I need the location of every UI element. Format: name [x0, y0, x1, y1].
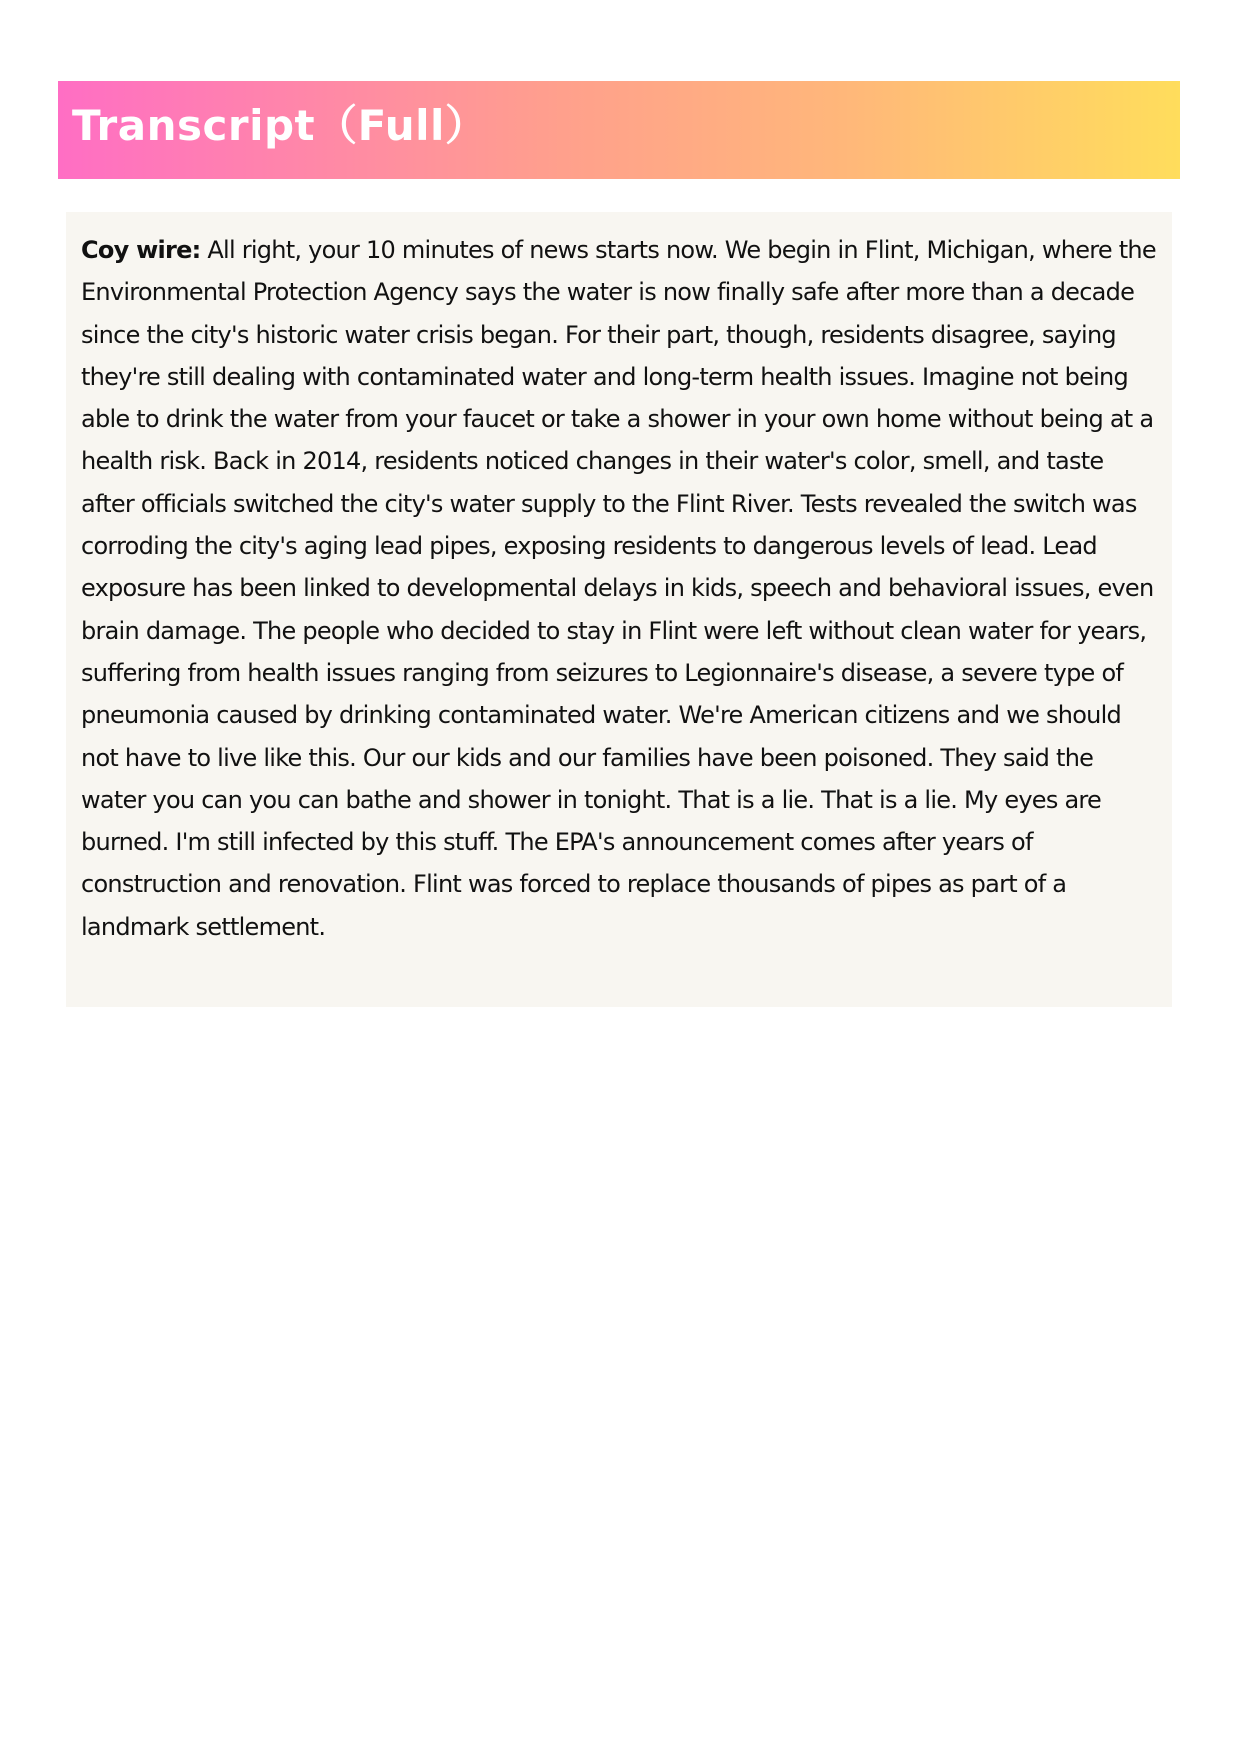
speaker-label: Coy wire:: [81, 236, 201, 264]
transcript-box: [66, 212, 1172, 1007]
section-title: Transcript（Full）: [72, 101, 488, 150]
transcript-body: All right, your 10 minutes of news starts now. We begin in Flint, Michigan, where the Environmental Protection Agency says the water is now finally safe after more than a decade since the city's historic water crisis began. For their part, though, residents disagree, saying they're still dealing with contaminated water and long-term health issues. Imagine not being able to drink the water from your faucet or take a shower in your own home without being at a health risk. Back in 2014, residents noticed changes in their water's color, smell, and taste after officials switched the city's water supply to the Flint River. Tests revealed the switch was corroding the city's aging lead pipes, exposing residents to dangerous levels of lead. Lead exposure has been linked to developmental delays in kids, speech and behavioral issues, even brain damage. The people who decided to stay in Flint were left without clean water for years, suffering from health issues ranging from seizures to Legionnaire's disease, a severe type of pneumonia caused by drinking contaminated water. We're American citizens and we should not have to live like this. Our our kids and our families have been poisoned. They said the water you can you can bathe and shower in tonight. That is a lie. That is a lie. My eyes are burned. I'm still infected by this stuff. The EPA's announcement comes after years of construction and renovation. Flint was forced to replace thousands of pipes as part of a landmark settlement.: [81, 236, 1156, 941]
section-header-bar: [58, 81, 1180, 179]
transcript-paragraph: [81, 229, 1157, 948]
